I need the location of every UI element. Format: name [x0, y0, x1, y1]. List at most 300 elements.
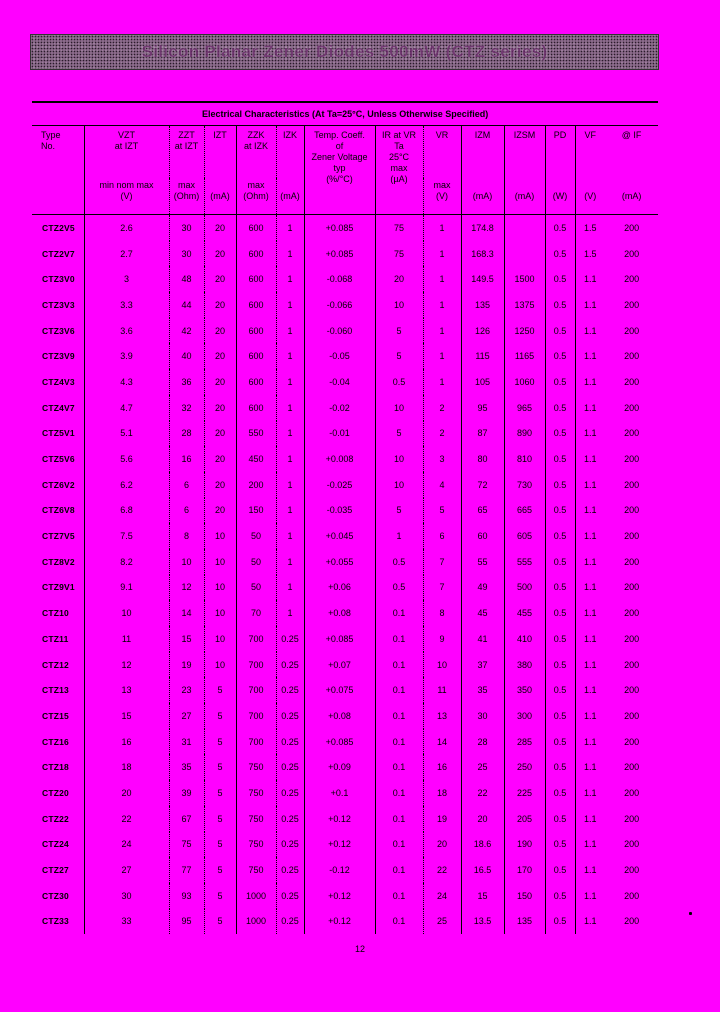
cell-pd: 0.5 [545, 575, 575, 601]
cell-zzk: 50 [236, 523, 276, 549]
cell-zzk: 600 [236, 369, 276, 395]
page-title: Silicon Planar Zener Diodes 500mW (CTZ series) [141, 42, 548, 61]
cell-ir: 0.1 [375, 626, 423, 652]
cell-zzk: 750 [236, 857, 276, 883]
cell-izsm: 150 [504, 883, 545, 909]
header-zzt: ZZT at IZT [169, 126, 204, 179]
cell-izk: 1 [276, 498, 304, 524]
cell-izm: 28 [461, 729, 504, 755]
cell-izk: 0.25 [276, 729, 304, 755]
cell-ir: 0.1 [375, 780, 423, 806]
cell-izsm: 1165 [504, 343, 545, 369]
cell-izt: 5 [204, 703, 236, 729]
cell-zzt: 10 [169, 549, 204, 575]
table-row [32, 729, 658, 755]
cell-if: 200 [624, 582, 640, 593]
cell-vr: 16 [423, 754, 461, 780]
table-row [32, 600, 658, 626]
cell-temp-coeff: +0.085 [304, 729, 375, 755]
cell-izsm [504, 215, 545, 241]
header-zzk: ZZK at IZK [236, 126, 276, 179]
cell-izk: 1 [276, 395, 304, 421]
cell-zzt: 39 [169, 780, 204, 806]
cell-izsm [504, 241, 545, 267]
cell-type: CTZ13 [42, 685, 69, 696]
cell-pd: 0.5 [545, 395, 575, 421]
table-row [32, 523, 658, 549]
cell-izk: 1 [276, 343, 304, 369]
cell-izk: 0.25 [276, 626, 304, 652]
cell-zzt: 40 [169, 343, 204, 369]
cell-izsm: 170 [504, 857, 545, 883]
cell-zzk: 200 [236, 472, 276, 498]
cell-vr: 1 [423, 318, 461, 344]
cell-if: 200 [624, 710, 640, 721]
cell-izsm: 555 [504, 549, 545, 575]
cell-temp-coeff: +0.1 [304, 780, 375, 806]
cell-pd: 0.5 [545, 883, 575, 909]
cell-zzk: 600 [236, 318, 276, 344]
cell-type: CTZ15 [42, 710, 69, 721]
cell-ir: 0.1 [375, 883, 423, 909]
cell-zzk: 750 [236, 754, 276, 780]
cell-izt: 10 [204, 549, 236, 575]
cell-ir: 20 [375, 266, 423, 292]
cell-zzk: 600 [236, 215, 276, 241]
cell-izt: 10 [204, 600, 236, 626]
table-row [32, 832, 658, 858]
cell-temp-coeff: -0.05 [304, 343, 375, 369]
cell-izm: 135 [461, 292, 504, 318]
cell-pd: 0.5 [545, 292, 575, 318]
cell-zzt: 31 [169, 729, 204, 755]
cell-izt: 5 [204, 729, 236, 755]
table-row [32, 395, 658, 421]
cell-if: 200 [624, 916, 640, 927]
cell-izm: 20 [461, 806, 504, 832]
cell-izk: 1 [276, 523, 304, 549]
cell-type: CTZ3V9 [42, 351, 75, 362]
cell-zzt: 27 [169, 703, 204, 729]
cell-pd: 0.5 [545, 369, 575, 395]
cell-vr: 3 [423, 446, 461, 472]
cell-zzt: 6 [169, 498, 204, 524]
cell-zzt: 67 [169, 806, 204, 832]
table-row [32, 292, 658, 318]
cell-izt: 20 [204, 369, 236, 395]
cell-izk: 0.25 [276, 677, 304, 703]
cell-pd: 0.5 [545, 241, 575, 267]
cell-vr: 19 [423, 806, 461, 832]
cell-ir: 10 [375, 446, 423, 472]
cell-type: CTZ18 [42, 762, 69, 773]
cell-izt: 10 [204, 652, 236, 678]
cell-type: CTZ4V3 [42, 376, 75, 387]
header-izt: IZT [204, 126, 236, 179]
cell-izk: 0.25 [276, 857, 304, 883]
cell-izm: 105 [461, 369, 504, 395]
cell-izt: 20 [204, 472, 236, 498]
cell-zzt: 6 [169, 472, 204, 498]
cell-vr: 1 [423, 215, 461, 241]
cell-izt: 5 [204, 909, 236, 935]
cell-ir: 0.1 [375, 754, 423, 780]
cell-izsm: 810 [504, 446, 545, 472]
cell-vr: 22 [423, 857, 461, 883]
cell-temp-coeff: +0.055 [304, 549, 375, 575]
cell-ir: 0.5 [375, 575, 423, 601]
header-izsm: IZSM [504, 126, 545, 179]
cell-temp-coeff: +0.07 [304, 652, 375, 678]
header-izsm-units: (mA) [504, 178, 545, 215]
table-row [32, 857, 658, 883]
cell-vr: 1 [423, 241, 461, 267]
cell-izk: 1 [276, 421, 304, 447]
cell-temp-coeff: +0.12 [304, 883, 375, 909]
cell-type: CTZ3V0 [42, 274, 75, 285]
cell-if: 200 [624, 787, 640, 798]
cell-temp-coeff: +0.08 [304, 703, 375, 729]
cell-izt: 10 [204, 523, 236, 549]
cell-zzk: 700 [236, 729, 276, 755]
header-izm: IZM [461, 126, 504, 179]
cell-vz: 6.8 [84, 498, 169, 524]
cell-vf: 1.1 [575, 600, 605, 626]
cell-vf: 1.1 [575, 703, 605, 729]
cell-izm: 49 [461, 575, 504, 601]
cell-if: 200 [624, 274, 640, 285]
cell-izm: 55 [461, 549, 504, 575]
cell-temp-coeff: +0.008 [304, 446, 375, 472]
cell-temp-coeff: +0.06 [304, 575, 375, 601]
cell-type: CTZ27 [42, 865, 69, 876]
cell-type: CTZ16 [42, 736, 69, 747]
header-if: @ IF [621, 130, 642, 140]
cell-vr: 10 [423, 652, 461, 678]
cell-izk: 0.25 [276, 780, 304, 806]
cell-vz: 13 [84, 677, 169, 703]
cell-izsm: 665 [504, 498, 545, 524]
cell-if: 200 [624, 659, 640, 670]
cell-vr: 20 [423, 832, 461, 858]
cell-temp-coeff: +0.12 [304, 909, 375, 935]
cell-type: CTZ5V1 [42, 428, 75, 439]
cell-izm: 126 [461, 318, 504, 344]
cell-zzt: 75 [169, 832, 204, 858]
cell-temp-coeff: +0.09 [304, 754, 375, 780]
cell-vf: 1.1 [575, 729, 605, 755]
cell-vr: 18 [423, 780, 461, 806]
header-vz: VZT at IZT [84, 126, 169, 179]
table-row [32, 266, 658, 292]
cell-izk: 1 [276, 318, 304, 344]
cell-izsm: 380 [504, 652, 545, 678]
cell-zzk: 1000 [236, 909, 276, 935]
table-row [32, 549, 658, 575]
table-body [32, 215, 658, 935]
cell-izsm: 205 [504, 806, 545, 832]
cell-vr: 6 [423, 523, 461, 549]
cell-temp-coeff: -0.025 [304, 472, 375, 498]
cell-izm: 168.3 [461, 241, 504, 267]
header-vf-units: (V) [575, 178, 605, 215]
cell-izt: 5 [204, 806, 236, 832]
cell-vf: 1.1 [575, 754, 605, 780]
cell-izt: 5 [204, 883, 236, 909]
header-pd: PD [545, 126, 575, 179]
cell-vf: 1.1 [575, 266, 605, 292]
cell-vf: 1.1 [575, 292, 605, 318]
cell-izk: 0.25 [276, 754, 304, 780]
cell-vf: 1.1 [575, 472, 605, 498]
cell-if: 200 [624, 454, 640, 465]
cell-ir: 0.1 [375, 703, 423, 729]
cell-vz: 30 [84, 883, 169, 909]
cell-temp-coeff: -0.066 [304, 292, 375, 318]
cell-type: CTZ6V8 [42, 505, 75, 516]
header-vz-units: min nom max (V) [84, 178, 169, 215]
cell-ir: 0.1 [375, 806, 423, 832]
cell-izm: 87 [461, 421, 504, 447]
cell-vr: 5 [423, 498, 461, 524]
cell-zzt: 48 [169, 266, 204, 292]
cell-izk: 1 [276, 266, 304, 292]
cell-ir: 0.5 [375, 549, 423, 575]
cell-if: 200 [624, 685, 640, 696]
header-vr-units: max (V) [423, 178, 461, 215]
cell-vr: 13 [423, 703, 461, 729]
cell-temp-coeff: -0.060 [304, 318, 375, 344]
cell-izt: 5 [204, 780, 236, 806]
cell-if: 200 [624, 299, 640, 310]
cell-vf: 1.1 [575, 318, 605, 344]
cell-vz: 11 [84, 626, 169, 652]
cell-pd: 0.5 [545, 523, 575, 549]
cell-izsm: 410 [504, 626, 545, 652]
cell-ir: 0.1 [375, 600, 423, 626]
cell-pd: 0.5 [545, 703, 575, 729]
header-type: Type No. [41, 130, 61, 151]
cell-izsm: 455 [504, 600, 545, 626]
cell-izt: 20 [204, 498, 236, 524]
cell-izm: 80 [461, 446, 504, 472]
cell-temp-coeff: +0.12 [304, 806, 375, 832]
cell-temp-coeff: +0.085 [304, 215, 375, 241]
cell-zzk: 750 [236, 780, 276, 806]
cell-zzt: 15 [169, 626, 204, 652]
cell-vz: 9.1 [84, 575, 169, 601]
cell-izsm: 500 [504, 575, 545, 601]
header-izk-units: (mA) [276, 178, 304, 215]
cell-vr: 2 [423, 395, 461, 421]
cell-izsm: 190 [504, 832, 545, 858]
cell-izt: 20 [204, 343, 236, 369]
cell-vr: 1 [423, 343, 461, 369]
cell-vr: 9 [423, 626, 461, 652]
table-row [32, 369, 658, 395]
cell-temp-coeff: +0.08 [304, 600, 375, 626]
cell-zzt: 30 [169, 215, 204, 241]
cell-vz: 12 [84, 652, 169, 678]
cell-vr: 24 [423, 883, 461, 909]
cell-vz: 10 [84, 600, 169, 626]
cell-izm: 72 [461, 472, 504, 498]
cell-zzt: 23 [169, 677, 204, 703]
cell-izm: 18.6 [461, 832, 504, 858]
cell-vz: 22 [84, 806, 169, 832]
cell-izk: 0.25 [276, 652, 304, 678]
cell-if: 200 [624, 222, 640, 233]
table-row [32, 241, 658, 267]
cell-pd: 0.5 [545, 215, 575, 241]
cell-type: CTZ10 [42, 608, 69, 619]
cell-zzt: 77 [169, 857, 204, 883]
cell-izm: 16.5 [461, 857, 504, 883]
cell-if: 200 [624, 839, 640, 850]
cell-vr: 7 [423, 549, 461, 575]
table-row [32, 780, 658, 806]
cell-ir: 5 [375, 421, 423, 447]
cell-pd: 0.5 [545, 498, 575, 524]
cell-vr: 8 [423, 600, 461, 626]
table-caption: Electrical Characteristics (At Ta=25°C, Unless Otherwise Specified) [32, 103, 658, 126]
cell-zzk: 600 [236, 266, 276, 292]
cell-vf: 1.1 [575, 395, 605, 421]
cell-izm: 45 [461, 600, 504, 626]
cell-vf: 1.1 [575, 806, 605, 832]
header-pd-units: (W) [545, 178, 575, 215]
cell-type: CTZ22 [42, 813, 69, 824]
cell-if: 200 [624, 736, 640, 747]
cell-if: 200 [624, 325, 640, 336]
cell-izt: 20 [204, 292, 236, 318]
cell-vz: 4.7 [84, 395, 169, 421]
cell-zzk: 700 [236, 652, 276, 678]
cell-zzk: 750 [236, 832, 276, 858]
cell-if: 200 [624, 505, 640, 516]
header-vr: VR [423, 126, 461, 179]
cell-izsm: 285 [504, 729, 545, 755]
cell-type: CTZ20 [42, 787, 69, 798]
table-row [32, 703, 658, 729]
cell-type: CTZ3V3 [42, 299, 75, 310]
cell-if: 200 [624, 865, 640, 876]
cell-pd: 0.5 [545, 446, 575, 472]
cell-vz: 16 [84, 729, 169, 755]
cell-pd: 0.5 [545, 832, 575, 858]
cell-izk: 0.25 [276, 909, 304, 935]
header-izt-units: (mA) [204, 178, 236, 215]
cell-vz: 6.2 [84, 472, 169, 498]
cell-vf: 1.1 [575, 857, 605, 883]
cell-type: CTZ30 [42, 890, 69, 901]
cell-temp-coeff: -0.04 [304, 369, 375, 395]
cell-type: CTZ33 [42, 916, 69, 927]
cell-if: 200 [624, 633, 640, 644]
cell-vr: 2 [423, 421, 461, 447]
cell-type: CTZ2V5 [42, 222, 75, 233]
cell-if: 200 [624, 479, 640, 490]
table-row [32, 343, 658, 369]
cell-zzk: 600 [236, 343, 276, 369]
cell-pd: 0.5 [545, 857, 575, 883]
cell-izt: 10 [204, 626, 236, 652]
header-izm-units: (mA) [461, 178, 504, 215]
cell-vz: 4.3 [84, 369, 169, 395]
cell-type: CTZ24 [42, 839, 69, 850]
cell-izm: 149.5 [461, 266, 504, 292]
cell-vf: 1.1 [575, 343, 605, 369]
cell-vf: 1.1 [575, 446, 605, 472]
cell-ir: 5 [375, 343, 423, 369]
cell-vz: 33 [84, 909, 169, 935]
cell-vr: 25 [423, 909, 461, 935]
cell-izk: 1 [276, 292, 304, 318]
cell-izt: 20 [204, 241, 236, 267]
cell-zzt: 19 [169, 652, 204, 678]
cell-ir: 0.1 [375, 677, 423, 703]
cell-vf: 1.5 [575, 241, 605, 267]
cell-vz: 15 [84, 703, 169, 729]
cell-zzt: 30 [169, 241, 204, 267]
cell-vr: 4 [423, 472, 461, 498]
cell-zzt: 8 [169, 523, 204, 549]
cell-izk: 1 [276, 600, 304, 626]
cell-ir: 1 [375, 523, 423, 549]
cell-izsm: 1250 [504, 318, 545, 344]
cell-vf: 1.1 [575, 369, 605, 395]
cell-vr: 14 [423, 729, 461, 755]
cell-temp-coeff: -0.02 [304, 395, 375, 421]
cell-zzk: 450 [236, 446, 276, 472]
cell-if: 200 [624, 556, 640, 567]
cell-if: 200 [624, 376, 640, 387]
margin-mark [689, 912, 692, 915]
cell-izk: 1 [276, 446, 304, 472]
cell-zzt: 93 [169, 883, 204, 909]
cell-vz: 2.7 [84, 241, 169, 267]
cell-izm: 13.5 [461, 909, 504, 935]
cell-zzt: 42 [169, 318, 204, 344]
cell-pd: 0.5 [545, 806, 575, 832]
cell-zzt: 95 [169, 909, 204, 935]
cell-izk: 1 [276, 549, 304, 575]
cell-izsm: 225 [504, 780, 545, 806]
cell-pd: 0.5 [545, 652, 575, 678]
table-row [32, 446, 658, 472]
cell-zzt: 14 [169, 600, 204, 626]
cell-type: CTZ3V6 [42, 325, 75, 336]
cell-vz: 3.3 [84, 292, 169, 318]
cell-izm: 115 [461, 343, 504, 369]
cell-zzk: 600 [236, 241, 276, 267]
cell-izsm: 1375 [504, 292, 545, 318]
cell-izk: 1 [276, 369, 304, 395]
cell-izm: 174.8 [461, 215, 504, 241]
cell-ir: 10 [375, 395, 423, 421]
cell-type: CTZ9V1 [42, 582, 75, 593]
cell-temp-coeff: +0.085 [304, 626, 375, 652]
cell-pd: 0.5 [545, 909, 575, 935]
cell-vf: 1.1 [575, 421, 605, 447]
cell-izt: 20 [204, 446, 236, 472]
cell-izk: 1 [276, 575, 304, 601]
cell-izsm: 605 [504, 523, 545, 549]
cell-vr: 1 [423, 369, 461, 395]
cell-izm: 15 [461, 883, 504, 909]
cell-vf: 1.1 [575, 832, 605, 858]
cell-vr: 1 [423, 292, 461, 318]
